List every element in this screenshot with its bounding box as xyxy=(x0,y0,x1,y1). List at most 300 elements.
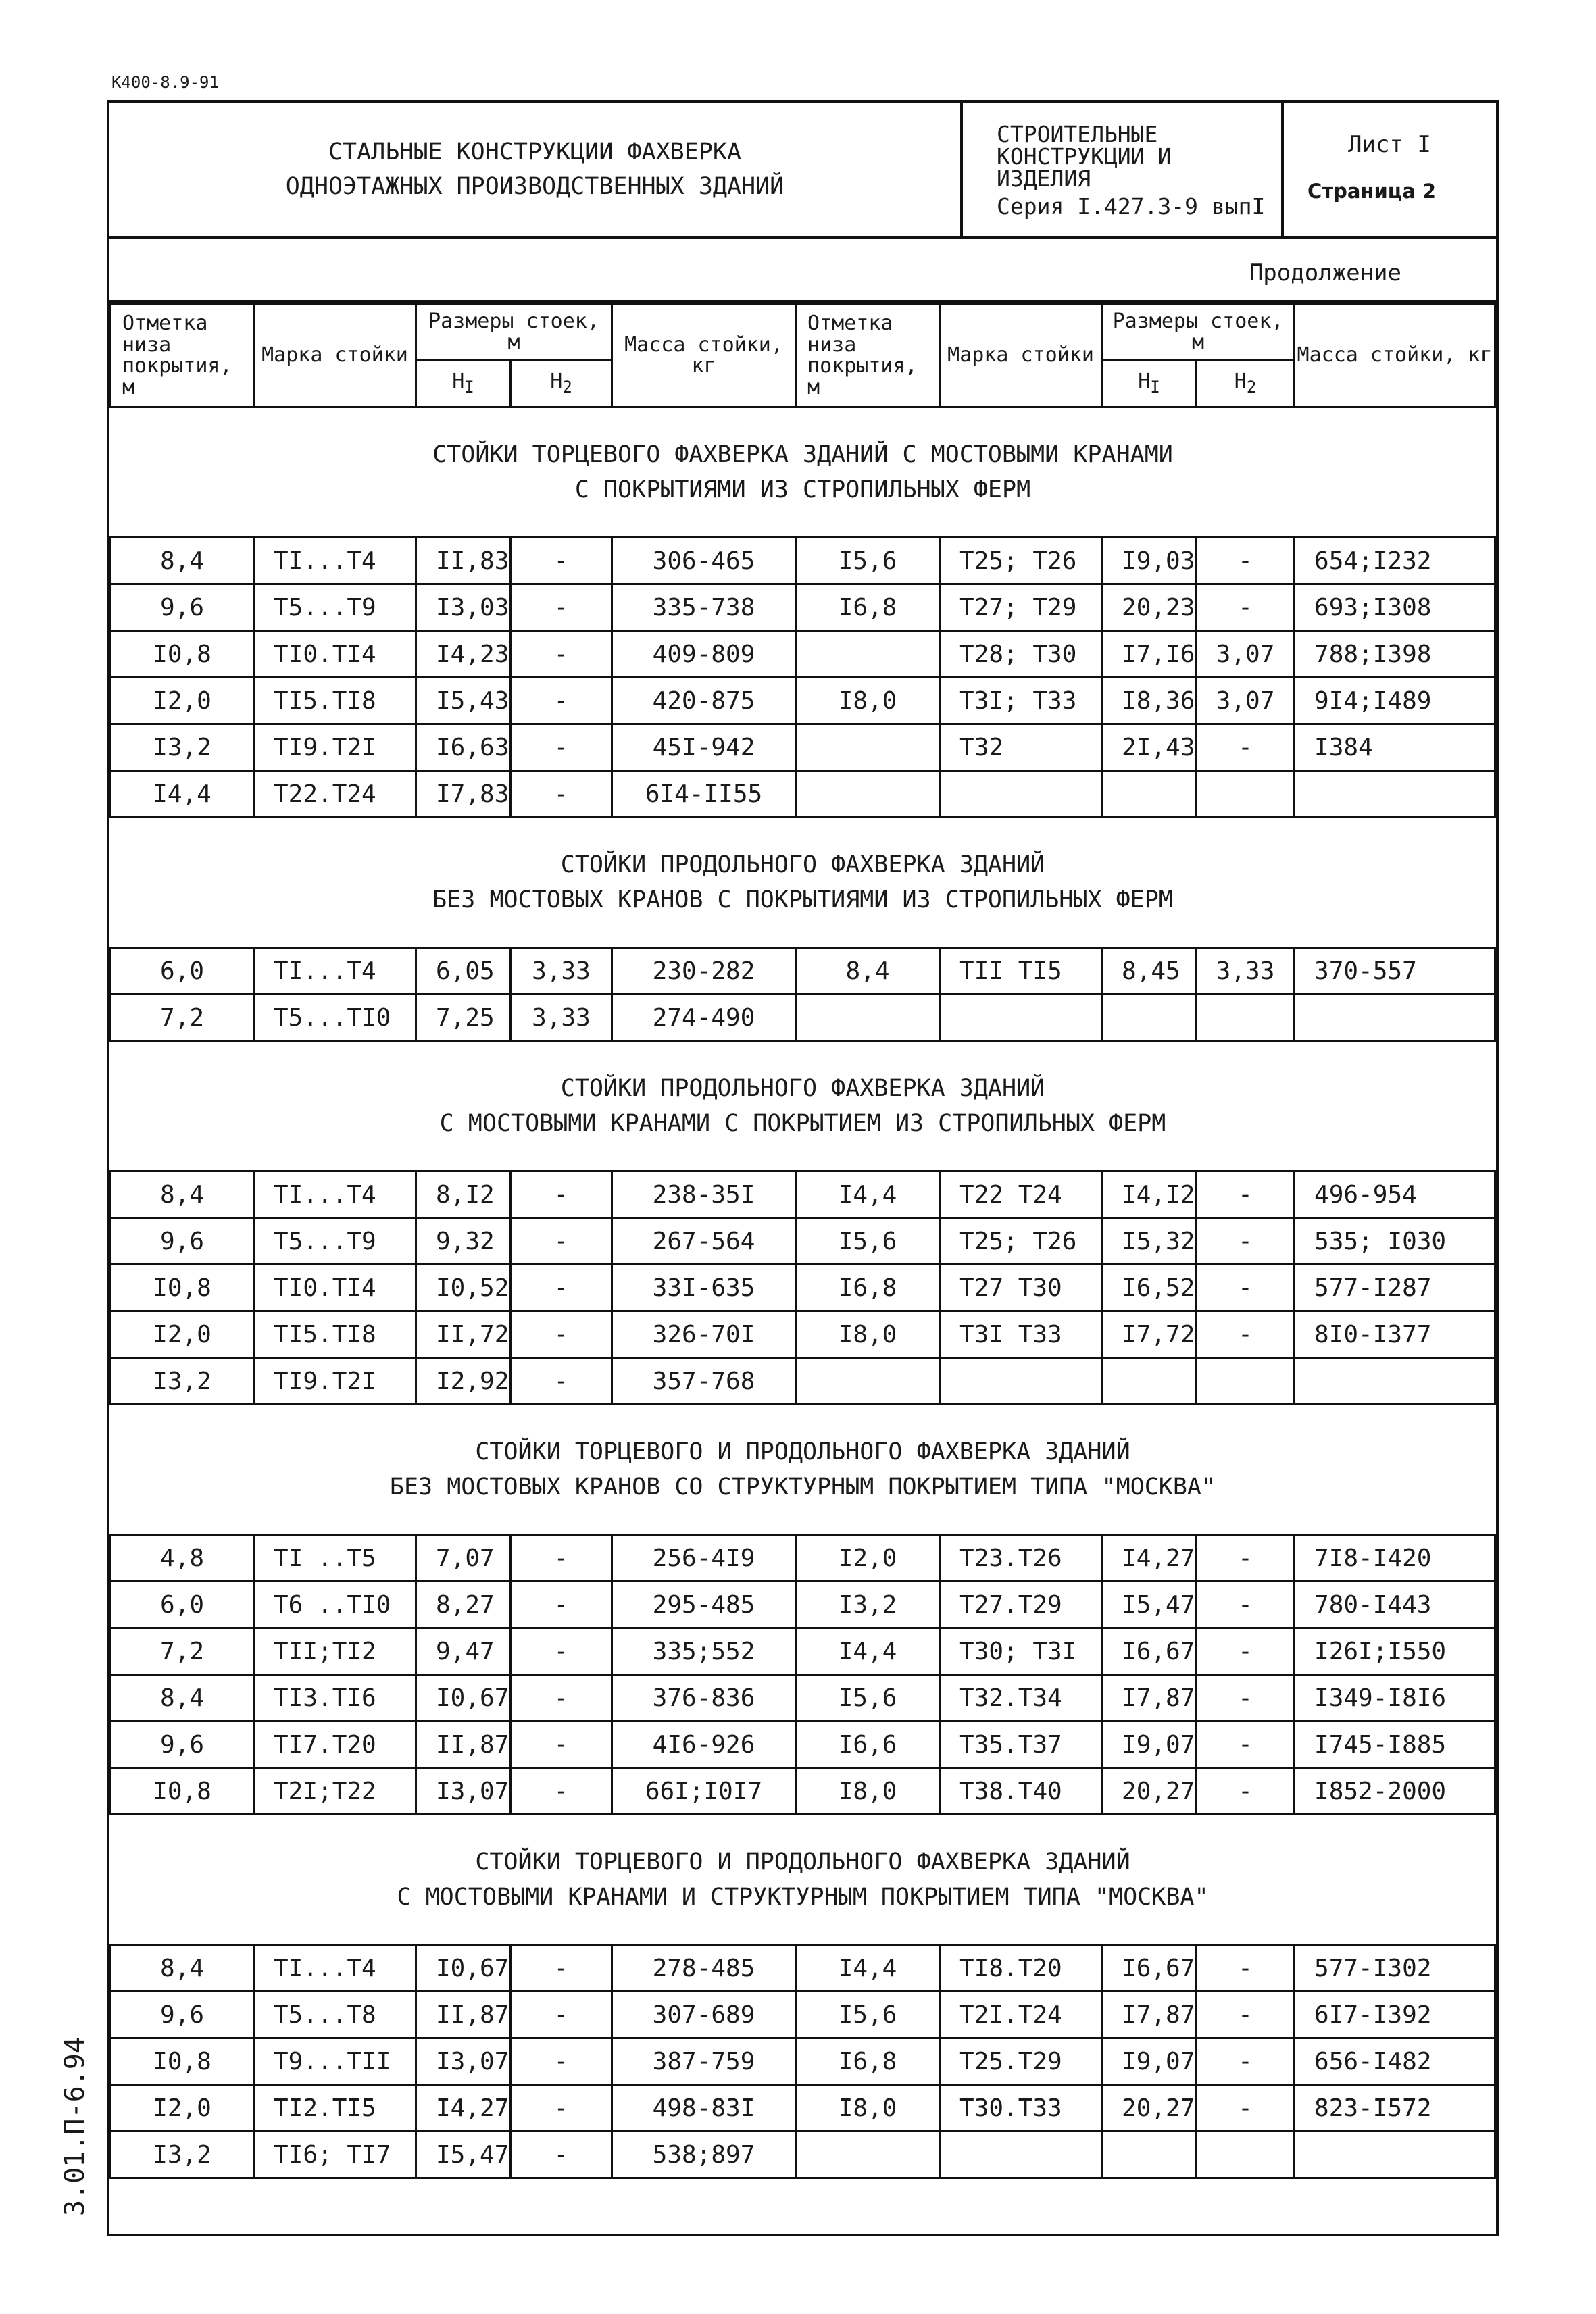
table-row xyxy=(111,2132,1495,2178)
elevation-cell: 4,8 xyxy=(111,1535,254,1582)
mass-cell: 357-768 xyxy=(612,1358,796,1405)
table-row xyxy=(111,584,1495,631)
h1-cell: I5,47 xyxy=(416,2132,511,2178)
category-line-2: КОНСТРУКЦИИ И xyxy=(997,143,1172,170)
mark-cell-2: T27 T30 xyxy=(940,1265,1102,1311)
elevation-cell-2: I2,0 xyxy=(796,1535,940,1582)
h1-cell: 8,27 xyxy=(416,1582,511,1628)
h2-cell: - xyxy=(511,584,612,631)
mark-cell: TI...T4 xyxy=(254,948,416,995)
elevation-cell-2 xyxy=(796,724,940,771)
sheet-number: Лист I xyxy=(1348,131,1431,158)
h1-cell: 9,47 xyxy=(416,1628,511,1675)
elevation-cell: I2,0 xyxy=(111,678,254,724)
mark-cell-2: T2I.T24 xyxy=(940,1992,1102,2038)
mark-cell-2: T22 T24 xyxy=(940,1172,1102,1218)
mass-cell-2: 496-954 xyxy=(1295,1172,1495,1218)
elevation-cell: I3,2 xyxy=(111,2132,254,2178)
table-row xyxy=(111,1358,1495,1405)
h2-cell-2: - xyxy=(1197,1311,1295,1358)
section-title xyxy=(111,1041,1495,1172)
elevation-cell-2 xyxy=(796,631,940,678)
h1-cell: 9,32 xyxy=(416,1218,511,1265)
mass-cell-2: I349-I8I6 xyxy=(1295,1675,1495,1721)
table-row xyxy=(111,995,1495,1041)
section-title-line-1: СТОЙКИ ТОРЦЕВОГО ФАХВЕРКА ЗДАНИЙ С МОСТОВЫМИ КРАНАМИ xyxy=(432,441,1173,468)
section-title-line-2: С ПОКРЫТИЯМИ ИЗ СТРОПИЛЬНЫХ ФЕРМ xyxy=(574,476,1031,503)
mass-cell-2: 9I4;I489 xyxy=(1295,678,1495,724)
h2-cell-2: - xyxy=(1197,1768,1295,1815)
header-h1-2: $H_I$ xyxy=(1102,360,1197,407)
elevation-cell: 9,6 xyxy=(111,584,254,631)
elevation-cell-2: I4,4 xyxy=(796,1172,940,1218)
table-row xyxy=(111,1218,1495,1265)
title-line-2: ОДНОЭТАЖНЫХ ПРОИЗВОДСТВЕННЫХ ЗДАНИЙ xyxy=(285,173,784,200)
h2-cell: - xyxy=(511,2132,612,2178)
header-mark-2: Марка стойки xyxy=(940,304,1102,407)
h2-cell-2: - xyxy=(1197,1675,1295,1721)
h1-cell-2: I6,67 xyxy=(1102,1628,1197,1675)
mark-cell: T5...T9 xyxy=(254,584,416,631)
header-mass: Масса стойки, кг xyxy=(612,304,796,407)
elevation-cell: 7,2 xyxy=(111,995,254,1041)
h2-cell: - xyxy=(511,538,612,584)
h1-cell-2: 20,27 xyxy=(1102,1768,1197,1815)
table-row xyxy=(111,1172,1495,1218)
mass-cell: 238-35I xyxy=(612,1172,796,1218)
table-row xyxy=(111,1265,1495,1311)
elevation-cell-2: I6,8 xyxy=(796,1265,940,1311)
h1-cell-2: 8,45 xyxy=(1102,948,1197,995)
h2-cell-2: - xyxy=(1197,1992,1295,2038)
mass-cell-2: I745-I885 xyxy=(1295,1721,1495,1768)
elevation-cell: I0,8 xyxy=(111,631,254,678)
mass-cell: 335-738 xyxy=(612,584,796,631)
h1-cell-2: I5,32 xyxy=(1102,1218,1197,1265)
h1-cell: 7,25 xyxy=(416,995,511,1041)
header-mark: Марка стойки xyxy=(254,304,416,407)
h1-cell-2 xyxy=(1102,1358,1197,1405)
mass-cell: 498-83I xyxy=(612,2085,796,2132)
continuation-label: Продолжение xyxy=(1249,259,1401,286)
h1-cell-2: 2I,43 xyxy=(1102,724,1197,771)
h1-cell-2: I6,67 xyxy=(1102,1945,1197,1992)
elevation-cell: 9,6 xyxy=(111,1721,254,1768)
h2-cell-2: 3,07 xyxy=(1197,678,1295,724)
h2-cell-2: - xyxy=(1197,2038,1295,2085)
elevation-cell-2: I3,2 xyxy=(796,1582,940,1628)
elevation-cell-2 xyxy=(796,771,940,818)
elevation-cell: I2,0 xyxy=(111,2085,254,2132)
section-title xyxy=(111,818,1495,948)
mass-cell-2: 535; I030 xyxy=(1295,1218,1495,1265)
mark-cell-2: T30.T33 xyxy=(940,2085,1102,2132)
h2-cell: 3,33 xyxy=(511,995,612,1041)
elevation-cell: 8,4 xyxy=(111,538,254,584)
h1-cell-2: I7,87 xyxy=(1102,1992,1197,2038)
header-sizes-2: Размеры стоек, м xyxy=(1102,304,1295,360)
mark-cell-2: TI8.T20 xyxy=(940,1945,1102,1992)
h2-cell-2: 3,33 xyxy=(1197,948,1295,995)
mass-cell-2: 693;I308 xyxy=(1295,584,1495,631)
header-elevation: Отметка низа покрытия, м xyxy=(111,304,254,407)
mark-cell: T2I;T22 xyxy=(254,1768,416,1815)
table-row xyxy=(111,1535,1495,1582)
mass-cell: 274-490 xyxy=(612,995,796,1041)
elevation-cell-2: I5,6 xyxy=(796,1218,940,1265)
h2-cell-2 xyxy=(1197,995,1295,1041)
mark-cell-2: T27.T29 xyxy=(940,1582,1102,1628)
h1-cell: I7,83 xyxy=(416,771,511,818)
elevation-cell: 9,6 xyxy=(111,1992,254,2038)
h2-cell-2: - xyxy=(1197,724,1295,771)
mark-cell-2 xyxy=(940,771,1102,818)
h2-cell: - xyxy=(511,1358,612,1405)
mark-cell: TI5.TI8 xyxy=(254,1311,416,1358)
mark-cell: TI ..T5 xyxy=(254,1535,416,1582)
section-header-row xyxy=(111,1815,1495,1945)
mark-cell-2: T25.T29 xyxy=(940,2038,1102,2085)
h1-cell: I0,52 xyxy=(416,1265,511,1311)
elevation-cell: 9,6 xyxy=(111,1218,254,1265)
columns-table xyxy=(109,303,1496,2179)
mark-cell: TI...T4 xyxy=(254,538,416,584)
elevation-cell-2: I8,0 xyxy=(796,678,940,724)
elevation-cell-2 xyxy=(796,2132,940,2178)
side-stamp-code: 3.01.П-6.94 xyxy=(59,2037,91,2216)
mass-cell-2: 370-557 xyxy=(1295,948,1495,995)
h1-cell-2: I7,72 xyxy=(1102,1311,1197,1358)
section-header-row xyxy=(111,818,1495,948)
elevation-cell: 8,4 xyxy=(111,1675,254,1721)
mark-cell-2: T30; T3I xyxy=(940,1628,1102,1675)
h1-cell: II,87 xyxy=(416,1721,511,1768)
table-row xyxy=(111,2085,1495,2132)
mass-cell-2: 780-I443 xyxy=(1295,1582,1495,1628)
mass-cell: 230-282 xyxy=(612,948,796,995)
category-line-3: ИЗДЕЛИЯ xyxy=(997,166,1091,192)
title-main xyxy=(109,103,963,236)
elevation-cell-2: I5,6 xyxy=(796,538,940,584)
mass-cell-2: 577-I302 xyxy=(1295,1945,1495,1992)
mass-cell-2: 577-I287 xyxy=(1295,1265,1495,1311)
h1-cell-2: I9,03 xyxy=(1102,538,1197,584)
section-header-row xyxy=(111,1405,1495,1535)
h1-cell-2: I4,27 xyxy=(1102,1535,1197,1582)
mark-cell-2: T38.T40 xyxy=(940,1768,1102,1815)
table-row xyxy=(111,1628,1495,1675)
mass-cell-2 xyxy=(1295,1358,1495,1405)
h1-cell-2: I5,47 xyxy=(1102,1582,1197,1628)
h2-cell: 3,33 xyxy=(511,948,612,995)
h2-cell: - xyxy=(511,1535,612,1582)
mark-cell: TI0.TI4 xyxy=(254,631,416,678)
h2-cell-2: - xyxy=(1197,1535,1295,1582)
mark-cell: TI9.T2I xyxy=(254,1358,416,1405)
elevation-cell: 7,2 xyxy=(111,1628,254,1675)
h1-cell-2 xyxy=(1102,771,1197,818)
mark-cell: TI2.TI5 xyxy=(254,2085,416,2132)
header-sizes: Размеры стоек, м xyxy=(416,304,612,360)
elevation-cell-2: I5,6 xyxy=(796,1675,940,1721)
mass-cell: 376-836 xyxy=(612,1675,796,1721)
mark-cell-2: T32.T34 xyxy=(940,1675,1102,1721)
mass-cell: 387-759 xyxy=(612,2038,796,2085)
table-row xyxy=(111,771,1495,818)
mark-cell-2: T25; T26 xyxy=(940,538,1102,584)
h2-cell: - xyxy=(511,1992,612,2038)
mass-cell-2 xyxy=(1295,771,1495,818)
mark-cell: TI3.TI6 xyxy=(254,1675,416,1721)
table-row xyxy=(111,1311,1495,1358)
h1-cell: 8,I2 xyxy=(416,1172,511,1218)
elevation-cell: 8,4 xyxy=(111,1945,254,1992)
h2-cell: - xyxy=(511,1265,612,1311)
h2-cell: - xyxy=(511,1628,612,1675)
mark-cell-2: T25; T26 xyxy=(940,1218,1102,1265)
section-title-line-2: БЕЗ МОСТОВЫХ КРАНОВ СО СТРУКТУРНЫМ ПОКРЫТИЕМ ТИПА "МОСКВА" xyxy=(389,1474,1216,1501)
elevation-cell-2: I6,8 xyxy=(796,584,940,631)
elevation-cell-2: I6,8 xyxy=(796,2038,940,2085)
section-header-row xyxy=(111,1041,1495,1172)
mass-cell: 420-875 xyxy=(612,678,796,724)
elevation-cell-2: 8,4 xyxy=(796,948,940,995)
h1-cell: I3,07 xyxy=(416,1768,511,1815)
h2-cell-2 xyxy=(1197,2132,1295,2178)
elevation-cell: I0,8 xyxy=(111,1265,254,1311)
mass-cell-2: 823-I572 xyxy=(1295,2085,1495,2132)
title-block xyxy=(109,103,1496,239)
elevation-cell-2: I4,4 xyxy=(796,1628,940,1675)
table-row xyxy=(111,1992,1495,2038)
elevation-cell: 6,0 xyxy=(111,1582,254,1628)
h1-cell-2: I6,52 xyxy=(1102,1265,1197,1311)
series-row xyxy=(997,195,1281,218)
mass-cell-2 xyxy=(1295,995,1495,1041)
mark-cell-2: T3I T33 xyxy=(940,1311,1102,1358)
table-row xyxy=(111,1721,1495,1768)
h2-cell-2: - xyxy=(1197,1582,1295,1628)
mark-cell-2: T35.T37 xyxy=(940,1721,1102,1768)
mark-cell: TI5.TI8 xyxy=(254,678,416,724)
h2-cell: - xyxy=(511,1675,612,1721)
mark-cell: TI7.T20 xyxy=(254,1721,416,1768)
h2-cell: - xyxy=(511,1218,612,1265)
h2-cell-2: 3,07 xyxy=(1197,631,1295,678)
title-sheet xyxy=(1284,103,1496,236)
h1-cell-2 xyxy=(1102,995,1197,1041)
table-row xyxy=(111,724,1495,771)
h1-cell: I4,23 xyxy=(416,631,511,678)
table-row xyxy=(111,678,1495,724)
table-row xyxy=(111,1582,1495,1628)
h1-cell-2: 20,23 xyxy=(1102,584,1197,631)
table-row xyxy=(111,948,1495,995)
h2-cell: - xyxy=(511,631,612,678)
table-row xyxy=(111,631,1495,678)
h2-cell: - xyxy=(511,1768,612,1815)
elevation-cell: I0,8 xyxy=(111,2038,254,2085)
mark-cell: TI...T4 xyxy=(254,1945,416,1992)
header-h1: $H_I$ xyxy=(416,360,511,407)
section-title xyxy=(111,1405,1495,1535)
mass-cell-2 xyxy=(1295,2132,1495,2178)
h2-cell: - xyxy=(511,724,612,771)
h1-cell-2: I8,36 xyxy=(1102,678,1197,724)
section-title-line-2: С МОСТОВЫМИ КРАНАМИ С ПОКРЫТИЕМ ИЗ СТРОПИЛЬНЫХ ФЕРМ xyxy=(439,1110,1166,1137)
h1-cell: 6,05 xyxy=(416,948,511,995)
elevation-cell: 6,0 xyxy=(111,948,254,995)
h2-cell: - xyxy=(511,2085,612,2132)
h2-cell: - xyxy=(511,771,612,818)
h1-cell-2: I9,07 xyxy=(1102,1721,1197,1768)
mark-cell-2: TII TI5 xyxy=(940,948,1102,995)
mass-cell: 256-4I9 xyxy=(612,1535,796,1582)
h1-cell: I3,07 xyxy=(416,2038,511,2085)
h2-cell-2 xyxy=(1197,1358,1295,1405)
document-code: К400-8.9-91 xyxy=(111,73,219,92)
elevation-cell-2: I8,0 xyxy=(796,1768,940,1815)
series-value: I.427.3-9 выпI xyxy=(1077,193,1266,220)
h2-cell: - xyxy=(511,1721,612,1768)
h1-cell: I4,27 xyxy=(416,2085,511,2132)
mass-cell: 335;552 xyxy=(612,1628,796,1675)
h1-cell: 7,07 xyxy=(416,1535,511,1582)
elevation-cell: I2,0 xyxy=(111,1311,254,1358)
mass-cell-2: 8I0-I377 xyxy=(1295,1311,1495,1358)
h2-cell-2: - xyxy=(1197,2085,1295,2132)
mass-cell: 6I4-II55 xyxy=(612,771,796,818)
mass-cell: 278-485 xyxy=(612,1945,796,1992)
section-title-line-2: С МОСТОВЫМИ КРАНАМИ И СТРУКТУРНЫМ ПОКРЫТИЕМ ТИПА "МОСКВА" xyxy=(397,1884,1209,1911)
mass-cell: 538;897 xyxy=(612,2132,796,2178)
elevation-cell-2: I6,6 xyxy=(796,1721,940,1768)
h1-cell: I3,03 xyxy=(416,584,511,631)
h1-cell-2 xyxy=(1102,2132,1197,2178)
header-h2: $H_2$ xyxy=(511,360,612,407)
page-number: Страница 2 xyxy=(1307,180,1437,203)
title-line-1: СТАЛЬНЫЕ КОНСТРУКЦИИ ФАХВЕРКА xyxy=(328,139,742,166)
elevation-cell-2: I8,0 xyxy=(796,1311,940,1358)
elevation-cell: I0,8 xyxy=(111,1768,254,1815)
h2-cell: - xyxy=(511,678,612,724)
mass-cell-2: 788;I398 xyxy=(1295,631,1495,678)
mass-cell: 295-485 xyxy=(612,1582,796,1628)
mark-cell-2 xyxy=(940,2132,1102,2178)
section-title xyxy=(111,407,1495,538)
elevation-cell-2 xyxy=(796,995,940,1041)
mass-cell-2: I26I;I550 xyxy=(1295,1628,1495,1675)
mark-cell: T5...T9 xyxy=(254,1218,416,1265)
h2-cell: - xyxy=(511,1945,612,1992)
mark-cell: T5...T8 xyxy=(254,1992,416,2038)
mass-cell-2: 7I8-I420 xyxy=(1295,1535,1495,1582)
mass-cell: 4I6-926 xyxy=(612,1721,796,1768)
mark-cell-2: T23.T26 xyxy=(940,1535,1102,1582)
elevation-cell-2: I4,4 xyxy=(796,1945,940,1992)
section-title-line-1: СТОЙКИ ТОРЦЕВОГО И ПРОДОЛЬНОГО ФАХВЕРКА ЗДАНИЙ xyxy=(475,1438,1130,1465)
h2-cell-2 xyxy=(1197,771,1295,818)
h1-cell: I5,43 xyxy=(416,678,511,724)
section-title-line-1: СТОЙКИ ПРОДОЛЬНОГО ФАХВЕРКА ЗДАНИЙ xyxy=(560,1074,1045,1102)
table-row xyxy=(111,1945,1495,1992)
table-body xyxy=(111,407,1495,2178)
h1-cell-2: I4,I2 xyxy=(1102,1172,1197,1218)
mark-cell-2: T28; T30 xyxy=(940,631,1102,678)
mass-cell: 326-70I xyxy=(612,1311,796,1358)
mark-cell-2: T27; T29 xyxy=(940,584,1102,631)
table-row xyxy=(111,1768,1495,1815)
mark-cell: T22.T24 xyxy=(254,771,416,818)
drawing-sheet xyxy=(107,100,1499,2236)
mass-cell-2: 6I7-I392 xyxy=(1295,1992,1495,2038)
h2-cell-2: - xyxy=(1197,1172,1295,1218)
mark-cell: TI0.TI4 xyxy=(254,1265,416,1311)
mark-cell: TI...T4 xyxy=(254,1172,416,1218)
h2-cell-2: - xyxy=(1197,538,1295,584)
table-row xyxy=(111,2038,1495,2085)
mark-cell: TI6; TI7 xyxy=(254,2132,416,2178)
h1-cell-2: 20,27 xyxy=(1102,2085,1197,2132)
section-title-line-1: СТОЙКИ ТОРЦЕВОГО И ПРОДОЛЬНОГО ФАХВЕРКА ЗДАНИЙ xyxy=(475,1848,1130,1876)
elevation-cell-2 xyxy=(796,1358,940,1405)
elevation-cell-2: I8,0 xyxy=(796,2085,940,2132)
table-row xyxy=(111,538,1495,584)
mass-cell-2: 654;I232 xyxy=(1295,538,1495,584)
h2-cell-2: - xyxy=(1197,1218,1295,1265)
mass-cell: 306-465 xyxy=(612,538,796,584)
h2-cell: - xyxy=(511,1172,612,1218)
table-row xyxy=(111,1675,1495,1721)
section-title-line-2: БЕЗ МОСТОВЫХ КРАНОВ С ПОКРЫТИЯМИ ИЗ СТРОПИЛЬНЫХ ФЕРМ xyxy=(432,886,1173,913)
elevation-cell: I3,2 xyxy=(111,1358,254,1405)
mass-cell-2: I384 xyxy=(1295,724,1495,771)
section-title-line-1: СТОЙКИ ПРОДОЛЬНОГО ФАХВЕРКА ЗДАНИЙ xyxy=(560,851,1045,878)
h1-cell: I2,92 xyxy=(416,1358,511,1405)
mass-cell: 409-809 xyxy=(612,631,796,678)
series-label: Серия xyxy=(997,193,1064,220)
mass-cell: 33I-635 xyxy=(612,1265,796,1311)
continuation-row xyxy=(109,239,1496,303)
mark-cell-2 xyxy=(940,1358,1102,1405)
h1-cell: II,72 xyxy=(416,1311,511,1358)
elevation-cell: I3,2 xyxy=(111,724,254,771)
mass-cell-2: 656-I482 xyxy=(1295,2038,1495,2085)
h2-cell-2: - xyxy=(1197,584,1295,631)
mark-cell: T5...TI0 xyxy=(254,995,416,1041)
h1-cell: II,87 xyxy=(416,1992,511,2038)
h2-cell-2: - xyxy=(1197,1265,1295,1311)
h2-cell: - xyxy=(511,1311,612,1358)
header-mass-2: Масса стойки, кг xyxy=(1295,304,1495,407)
h2-cell-2: - xyxy=(1197,1945,1295,1992)
mass-cell: 307-689 xyxy=(612,1992,796,2038)
section-title xyxy=(111,1815,1495,1945)
h1-cell: I0,67 xyxy=(416,1945,511,1992)
mark-cell: T6 ..TI0 xyxy=(254,1582,416,1628)
mark-cell-2: T3I; T33 xyxy=(940,678,1102,724)
mass-cell-2: I852-2000 xyxy=(1295,1768,1495,1815)
mass-cell: 45I-942 xyxy=(612,724,796,771)
elevation-cell-2: I5,6 xyxy=(796,1992,940,2038)
header-elevation-2: Отметка низа покрытия, м xyxy=(796,304,940,407)
category-line-1: СТРОИТЕЛЬНЫЕ xyxy=(997,121,1158,147)
section-header-row xyxy=(111,407,1495,538)
mark-cell: T9...TII xyxy=(254,2038,416,2085)
mass-cell: 66I;I0I7 xyxy=(612,1768,796,1815)
mass-cell: 267-564 xyxy=(612,1218,796,1265)
h2-cell-2: - xyxy=(1197,1721,1295,1768)
